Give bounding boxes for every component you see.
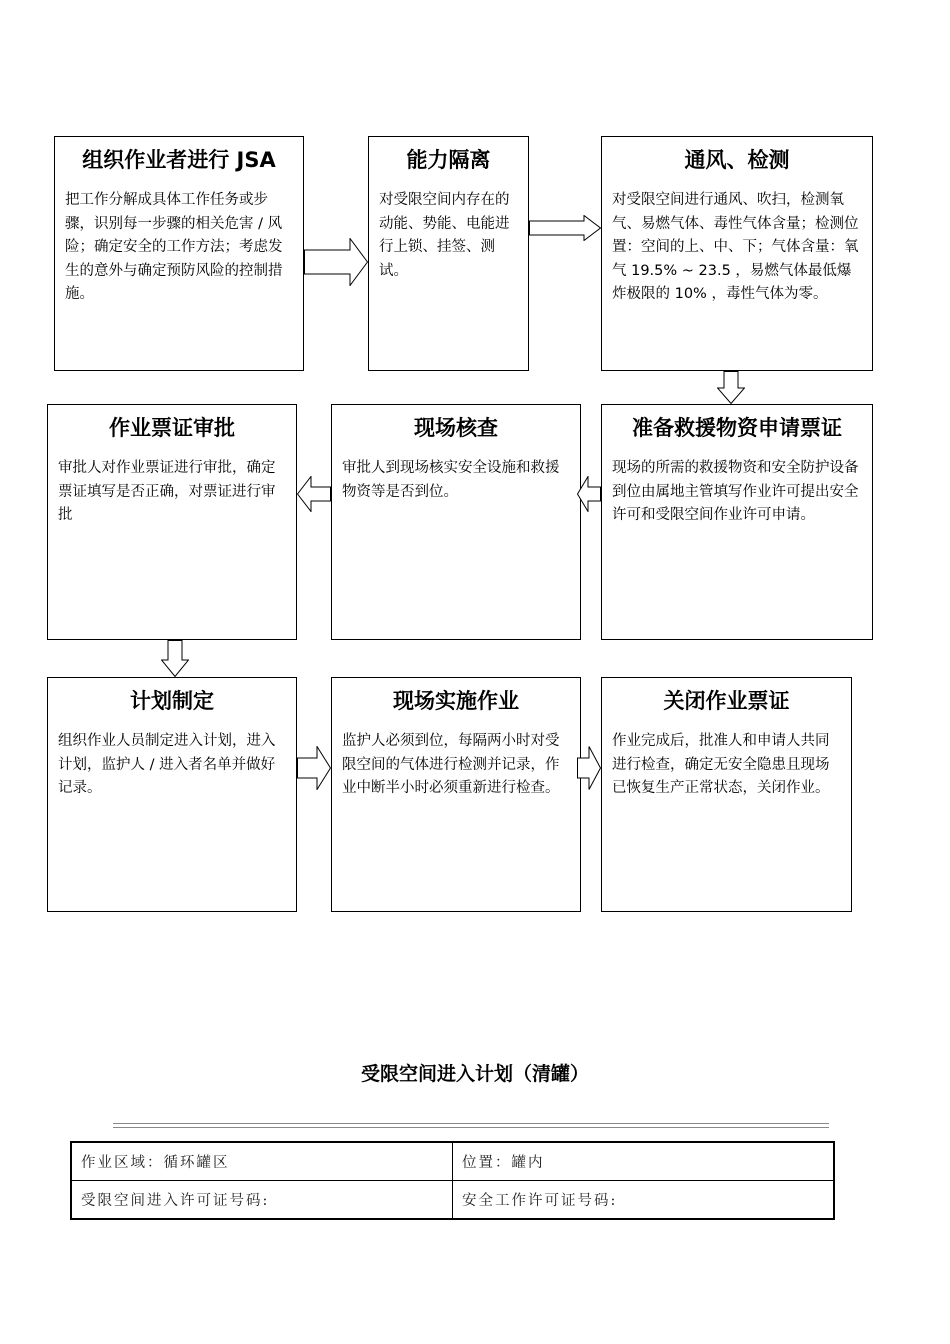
arrow-left-icon [577, 476, 601, 512]
arrow-right-icon [297, 746, 331, 790]
plan-table [70, 1141, 835, 1220]
arrow-down-icon [161, 640, 189, 677]
step-title: 组织作业者进行 JSA [82, 148, 276, 172]
step-title: 准备救援物资申请票证 [632, 416, 842, 440]
step-box-jsa [54, 136, 304, 371]
step-box-ventilation [601, 136, 873, 371]
table-row [71, 1142, 834, 1181]
step-title: 能力隔离 [406, 148, 491, 172]
step-text: 现场的所需的救援物资和安全防护设备到位由属地主管填写作业许可提出安全许可和受限空间作业许可申请。 [612, 460, 859, 523]
step-text: 把工作分解成具体工作任务或步骤，识别每一步骤的相关危害 / 风险；确定安全的工作方法；考虑发生的意外与确定预防风险的控制措施。 [65, 192, 283, 302]
plan-title: 受限空间进入计划（清罐） [360, 1063, 589, 1085]
step-box-isolation [368, 136, 529, 371]
divider [113, 1127, 829, 1128]
step-box-close [601, 677, 852, 912]
step-box-rescue-prep [601, 404, 873, 640]
step-title: 计划制定 [130, 689, 214, 713]
divider [113, 1123, 829, 1124]
step-text: 审批人对作业票证进行审批，确定票证填写是否正确，对票证进行审批 [58, 460, 276, 523]
step-text: 审批人到现场核实安全设施和救援物资等是否到位。 [342, 460, 560, 500]
step-text: 作业完成后，批准人和申请人共同进行检查，确定无安全隐患且现场已恢复生产正常状态，关闭作业。 [612, 733, 830, 796]
entry-permit-number-cell: 受限空间进入许可证号码: [71, 1181, 453, 1220]
step-text: 对受限空间进行通风、吹扫，检测氧气、易燃气体、毒性气体含量；检测位置：空间的上、中、下；气体含量：氧气 19.5% ~ 23.5 ，易燃气体最低爆炸极限的 10% ，毒性气体为零。 [612, 192, 859, 302]
table-row [71, 1181, 834, 1220]
step-box-site-check [331, 404, 581, 640]
step-title: 现场实施作业 [393, 689, 519, 713]
arrow-right-icon [304, 238, 368, 286]
step-text: 对受限空间内存在的动能、势能、电能进行上锁、挂签、测试。 [379, 192, 510, 279]
step-box-planning [47, 677, 297, 912]
step-title: 现场核查 [414, 416, 498, 440]
step-title: 关闭作业票证 [663, 689, 790, 713]
step-text: 组织作业人员制定进入计划，进入计划，监护人 / 进入者名单并做好记录。 [58, 733, 276, 796]
location-cell: 位置：罐内 [453, 1142, 835, 1181]
step-title: 通风、检测 [684, 148, 790, 172]
arrow-left-icon [297, 476, 331, 512]
arrow-right-icon [529, 215, 601, 241]
step-title: 作业票证审批 [109, 416, 235, 440]
work-area-cell: 作业区域：循环罐区 [71, 1142, 453, 1181]
step-box-approval [47, 404, 297, 640]
step-text: 监护人必须到位，每隔两小时对受限空间的气体进行检测并记录，作业中断半小时必须重新进行检查。 [342, 733, 560, 796]
arrow-right-icon [577, 746, 601, 790]
arrow-down-icon [717, 371, 745, 404]
safety-permit-number-cell: 安全工作许可证号码: [453, 1181, 835, 1220]
step-box-execution [331, 677, 581, 912]
